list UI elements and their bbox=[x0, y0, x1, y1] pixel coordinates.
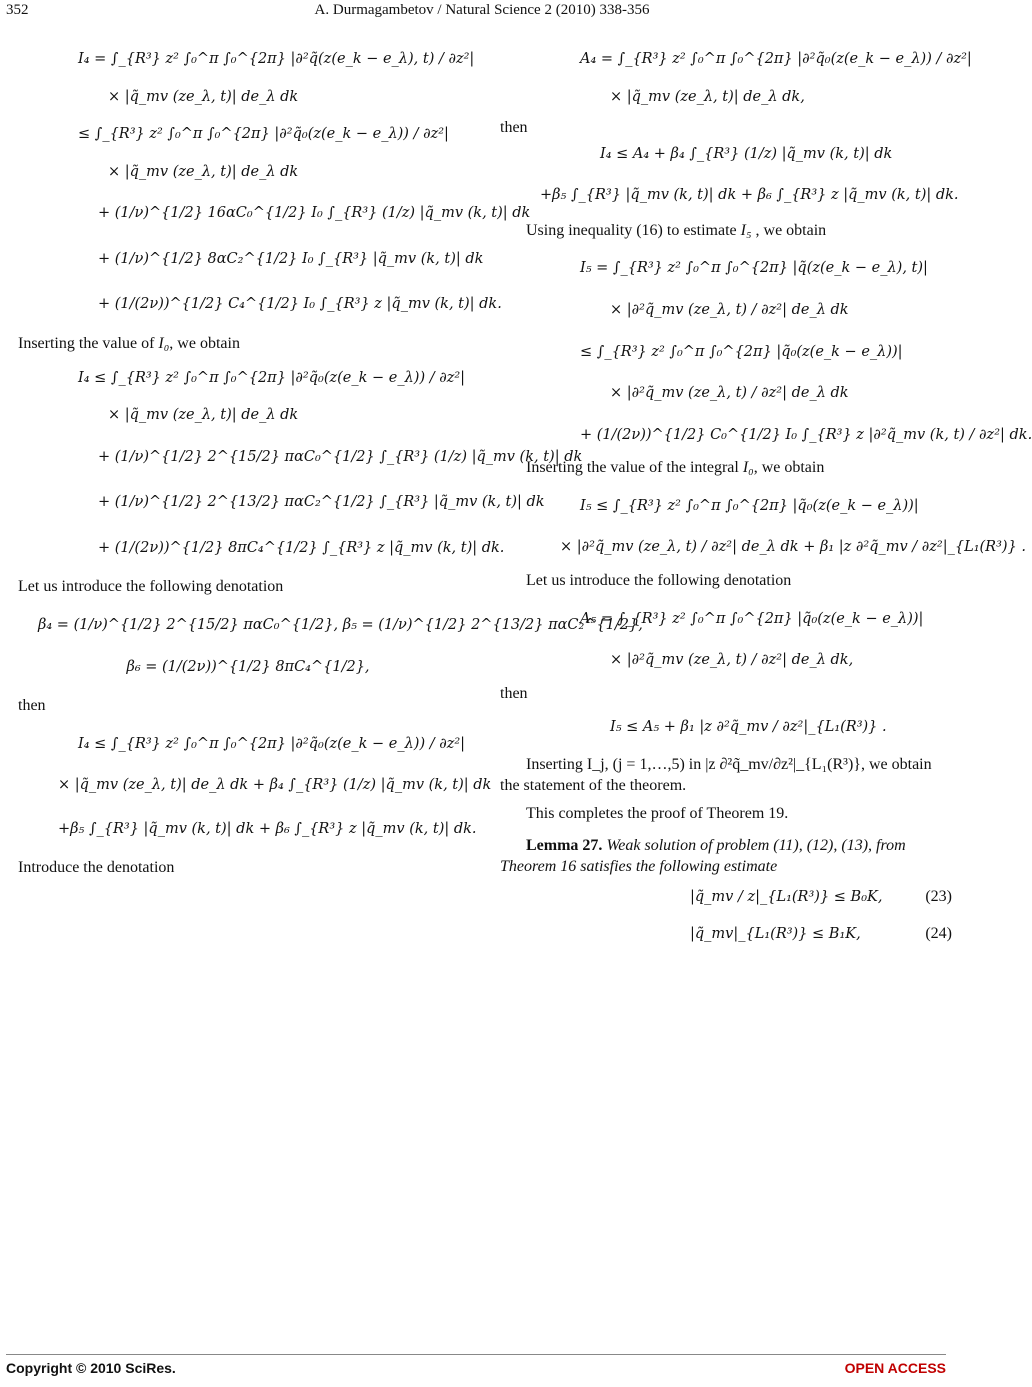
equation-block-6 bbox=[500, 145, 959, 206]
equation-block-9 bbox=[500, 610, 952, 671]
open-access-badge: OPEN ACCESS bbox=[844, 1360, 946, 1376]
equation-block-7 bbox=[500, 259, 1032, 445]
equation-line: ≤ ∫_{R³} z² ∫₀^π ∫₀^{2π} |∂²q̃₀(z(e_k − e_λ)) / ∂z²| bbox=[78, 126, 449, 143]
equation-line: + (1/ν)^{1/2} 8αC₂^{1/2} I₀ ∫_{R³} |q̃_mv (k, t)| dk bbox=[98, 250, 484, 267]
paragraph: then bbox=[18, 697, 46, 715]
equation-block-3 bbox=[18, 616, 643, 677]
equation-line: + (1/(2ν))^{1/2} C₄^{1/2} I₀ ∫_{R³} z |q̃_mv (k, t)| dk. bbox=[98, 296, 502, 313]
equation-line: I₄ ≤ ∫_{R³} z² ∫₀^π ∫₀^{2π} |∂²q̃₀(z(e_k − e_λ)) / ∂z²| bbox=[78, 369, 466, 386]
lemma-body: Weak solution of problem (11), (12), (13), from Theorem 16 satisfies the following estimate bbox=[500, 836, 906, 876]
equation-23 bbox=[500, 888, 952, 908]
equation-line: I₄ = ∫_{R³} z² ∫₀^π ∫₀^{2π} |∂²q̃(z(e_k − e_λ), t) / ∂z²| bbox=[78, 51, 475, 67]
equation-line: × |q̃_mv (ze_λ, t)| de_λ dk + β₄ ∫_{R³} (1/z) |q̃_mv (k, t)| dk bbox=[58, 777, 492, 794]
paragraph: then bbox=[500, 119, 528, 137]
equation-block-4 bbox=[18, 735, 492, 840]
equation-line: +β₅ ∫_{R³} |q̃_mv (k, t)| dk + β₆ ∫_{R³} z |q̃_mv (k, t)| dk. bbox=[540, 187, 959, 204]
equation-line: |q̃_mv|_{L₁(R³)} ≤ B₁K, bbox=[690, 926, 861, 943]
equation-line: ≤ ∫_{R³} z² ∫₀^π ∫₀^{2π} |q̃₀(z(e_k − e_λ))| bbox=[580, 343, 903, 360]
paragraph: Inserting the value of the integral I₀, we obtain bbox=[526, 459, 825, 477]
running-title: A. Durmagambetov / Natural Science 2 (2010) 338-356 bbox=[314, 2, 650, 18]
equation-line: × |∂²q̃_mv (ze_λ, t) / ∂z²| de_λ dk + β₁ |z ∂²q̃_mv / ∂z²|_{L₁(R³)} . bbox=[560, 539, 1027, 556]
paragraph: Let us introduce the following denotation bbox=[526, 571, 792, 589]
paragraph: This completes the proof of Theorem 19. bbox=[526, 805, 789, 823]
equation-line: + (1/ν)^{1/2} 16αC₀^{1/2} I₀ ∫_{R³} (1/z) |q̃_mv (k, t)| dk bbox=[98, 205, 531, 222]
equation-line: + (1/ν)^{1/2} 2^{15/2} παC₀^{1/2} ∫_{R³} (1/z) |q̃_mv (k, t)| dk bbox=[98, 448, 583, 465]
paragraph: then bbox=[500, 684, 528, 702]
equation-line: +β₅ ∫_{R³} |q̃_mv (k, t)| dk + β₆ ∫_{R³} z |q̃_mv (k, t)| dk. bbox=[58, 820, 477, 837]
equation-block-5 bbox=[500, 50, 972, 107]
equation-line: A₄ = ∫_{R³} z² ∫₀^π ∫₀^{2π} |∂²q̃₀(z(e_k − e_λ)) / ∂z²| bbox=[580, 51, 972, 67]
equation-line: I₅ = ∫_{R³} z² ∫₀^π ∫₀^{2π} |q̃(z(e_k − e_λ), t)| bbox=[580, 260, 928, 277]
equation-line: I₄ ≤ A₄ + β₄ ∫_{R³} (1/z) |q̃_mv (k, t)| dk bbox=[600, 145, 893, 162]
equation-line: β₆ = (1/(2ν))^{1/2} 8πC₄^{1/2}, bbox=[126, 658, 370, 675]
lemma-title: Lemma 27. bbox=[526, 836, 603, 854]
equation-line: + (1/(2ν))^{1/2} C₀^{1/2} I₀ ∫_{R³} z |∂²q̃_mv (k, t) / ∂z²| dk. bbox=[580, 426, 1032, 443]
equation-block-8 bbox=[500, 497, 1027, 558]
lemma bbox=[500, 835, 952, 878]
paragraph: Inserting the value of I₀, we obtain bbox=[18, 334, 240, 352]
right-column bbox=[500, 36, 1032, 945]
footer-divider bbox=[6, 1354, 946, 1355]
equation-line: × |q̃_mv (ze_λ, t)| de_λ dk bbox=[108, 163, 299, 180]
equation-line: I₄ ≤ ∫_{R³} z² ∫₀^π ∫₀^{2π} |∂²q̃₀(z(e_k − e_λ)) / ∂z²| bbox=[78, 735, 466, 752]
paragraph: Inserting I_j, (j = 1,…,5) in |z ∂²q̃_mv/∂z²|_{L₁(R³)}, we obtain the statement of the theorem. bbox=[500, 755, 932, 795]
equation-line: × |∂²q̃_mv (ze_λ, t) / ∂z²| de_λ dk bbox=[610, 385, 849, 402]
equation-line: A₅ = ∫_{R³} z² ∫₀^π ∫₀^{2π} |q̃₀(z(e_k − e_λ))| bbox=[580, 610, 924, 627]
equation-line: × |∂²q̃_mv (ze_λ, t) / ∂z²| de_λ dk, bbox=[610, 652, 854, 669]
paragraph: Let us introduce the following denotation bbox=[18, 578, 284, 596]
copyright: Copyright © 2010 SciRes. bbox=[6, 1360, 176, 1376]
equation-line: |q̃_mv / z|_{L₁(R³)} ≤ B₀K, bbox=[690, 888, 883, 905]
equation-line: × |∂²q̃_mv (ze_λ, t) / ∂z²| de_λ dk bbox=[610, 302, 849, 318]
equation-block-2 bbox=[18, 369, 583, 559]
equation-number: (23) bbox=[925, 887, 952, 905]
paragraph: Introduce the denotation bbox=[18, 859, 175, 877]
equation-number: (24) bbox=[925, 925, 952, 943]
equation-line: × |q̃_mv (ze_λ, t)| de_λ dk, bbox=[610, 88, 805, 105]
page-number: 352 bbox=[6, 2, 29, 18]
equation-line: I₅ ≤ ∫_{R³} z² ∫₀^π ∫₀^{2π} |q̃₀(z(e_k − e_λ))| bbox=[580, 497, 919, 514]
equation-24 bbox=[500, 925, 952, 945]
equation-line: + (1/(2ν))^{1/2} 8πC₄^{1/2} ∫_{R³} z |q̃_mv (k, t)| dk. bbox=[98, 539, 505, 556]
equation-line: I₅ ≤ A₅ + β₁ |z ∂²q̃_mv / ∂z²|_{L₁(R³)} . bbox=[610, 719, 887, 736]
paragraph: Using inequality (16) to estimate I₅ , we obtain bbox=[526, 221, 827, 239]
equation-line: × |q̃_mv (ze_λ, t)| de_λ dk bbox=[108, 88, 299, 105]
equation-line: + (1/ν)^{1/2} 2^{13/2} παC₂^{1/2} ∫_{R³} |q̃_mv (k, t)| dk bbox=[98, 494, 545, 511]
equation-line: × |q̃_mv (ze_λ, t)| de_λ dk bbox=[108, 407, 299, 424]
equation-line: β₄ = (1/ν)^{1/2} 2^{15/2} παC₀^{1/2}, β₅ = (1/ν)^{1/2} 2^{13/2} παC₂^{1/2}, bbox=[38, 616, 643, 633]
